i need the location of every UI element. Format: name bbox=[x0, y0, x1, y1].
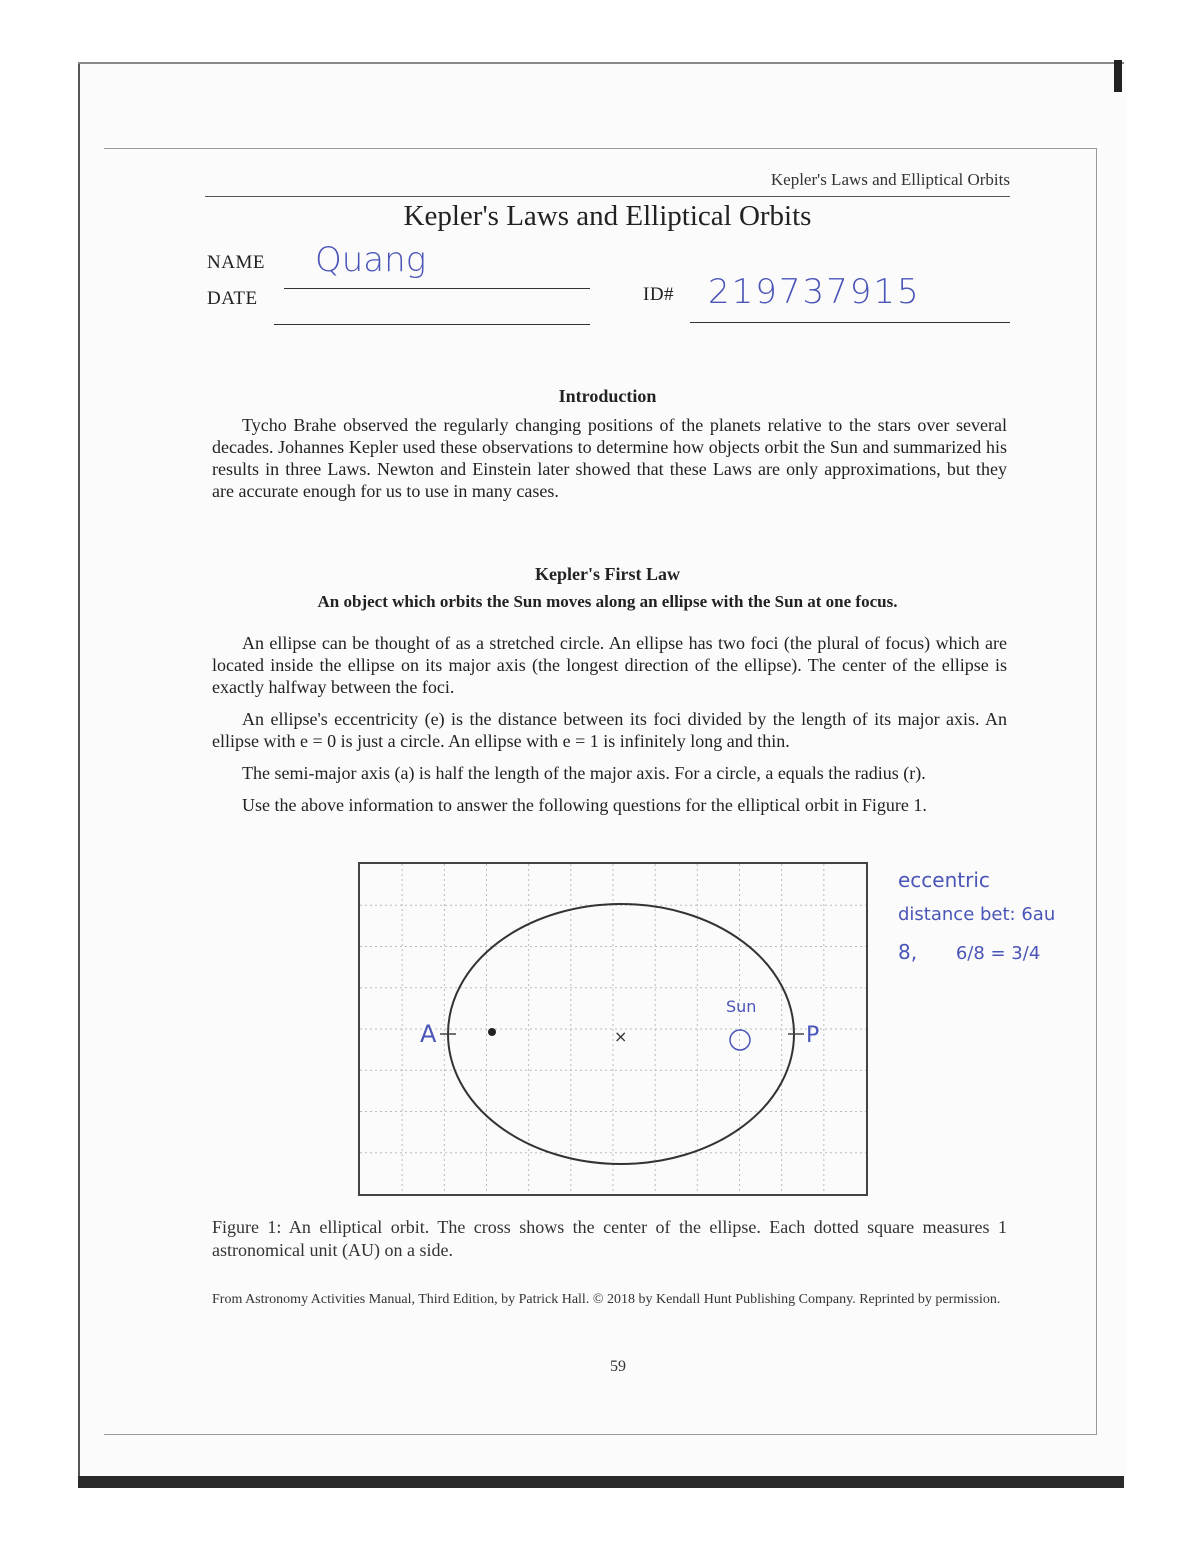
id-label: ID# bbox=[643, 284, 675, 305]
point-p-label: P bbox=[806, 1023, 820, 1048]
figure-caption: Figure 1: An elliptical orbit. The cross shows the center of the ellipse. Each dotted square measures 1 astronomical unit (AU) on a side. bbox=[212, 1217, 1007, 1260]
page-top-edge bbox=[78, 62, 1124, 64]
id-field-line[interactable] bbox=[690, 322, 1010, 323]
page-title: Kepler's Laws and Elliptical Orbits bbox=[403, 200, 812, 232]
center-cross: × bbox=[614, 1027, 628, 1046]
sun-label: Sun bbox=[726, 997, 757, 1016]
introduction-heading: Introduction bbox=[558, 386, 657, 406]
figure-elliptical-orbit bbox=[358, 862, 868, 1196]
page-number: 59 bbox=[610, 1358, 626, 1375]
running-head: Kepler's Laws and Elliptical Orbits bbox=[770, 170, 1010, 189]
note-major-axis bbox=[898, 940, 1098, 976]
running-head-rule bbox=[205, 196, 1010, 197]
credit-line: From Astronomy Activities Manual, Third Edition, by Patrick Hall. © 2018 by Kendall Hunt Publishing Company. Reprinted by permission. bbox=[212, 1292, 1001, 1307]
note-eccentric: eccentric bbox=[898, 868, 990, 892]
semi-major-axis-paragraph: The semi-major axis (a) is half the length of the major axis. For a circle, a equals the radius (r). bbox=[242, 763, 926, 783]
page-bottom-edge bbox=[78, 1476, 1124, 1488]
first-law-heading: Kepler's First Law bbox=[535, 564, 680, 584]
page-corner-mark bbox=[1114, 60, 1122, 92]
point-a-label: A bbox=[420, 1020, 437, 1048]
name-label: NAME bbox=[207, 252, 265, 273]
empty-focus-dot bbox=[488, 1028, 496, 1036]
handwritten-notes bbox=[898, 868, 1098, 976]
orbit-diagram bbox=[360, 864, 866, 1194]
first-law-body bbox=[212, 632, 1007, 826]
note-eight: 8, bbox=[898, 940, 918, 964]
eccentricity-paragraph: An ellipse's eccentricity (e) is the distance between its foci divided by the length of its major axis. An ellipse with e = 0 is just a circle. An ellipse with e = 1 is infinitely long and thin. bbox=[212, 709, 1007, 751]
note-distance: distance bet: 6au bbox=[898, 904, 1056, 925]
note-ratio: 6/8 = 3/4 bbox=[955, 943, 1041, 964]
name-handwritten: Quang bbox=[315, 240, 427, 280]
instructions-paragraph: Use the above information to answer the following questions for the elliptical orbit in Figure 1. bbox=[242, 795, 927, 815]
name-field-line[interactable] bbox=[284, 288, 590, 289]
date-label: DATE bbox=[207, 288, 258, 309]
id-handwritten: 219737915 bbox=[708, 272, 921, 312]
date-field-line[interactable] bbox=[274, 324, 590, 325]
introduction-paragraph: Tycho Brahe observed the regularly changing positions of the planets relative to the stars over several decades. Johannes Kepler used these observations to determine how objects orbit the Sun and summarized his results in three Laws. Newton and Einstein later showed that these Laws are only approximations, but they are accurate enough for us to use in many cases. bbox=[212, 415, 1007, 501]
ellipse-definition-paragraph: An ellipse can be thought of as a stretched circle. An ellipse has two foci (the plural of focus) which are located inside the ellipse on its major axis (the longest direction of the ellipse). The center of the ellipse is exactly halfway between the foci. bbox=[212, 633, 1007, 697]
introduction-text bbox=[212, 414, 1007, 512]
first-law-statement: An object which orbits the Sun moves along an ellipse with the Sun at one focus. bbox=[317, 592, 898, 611]
